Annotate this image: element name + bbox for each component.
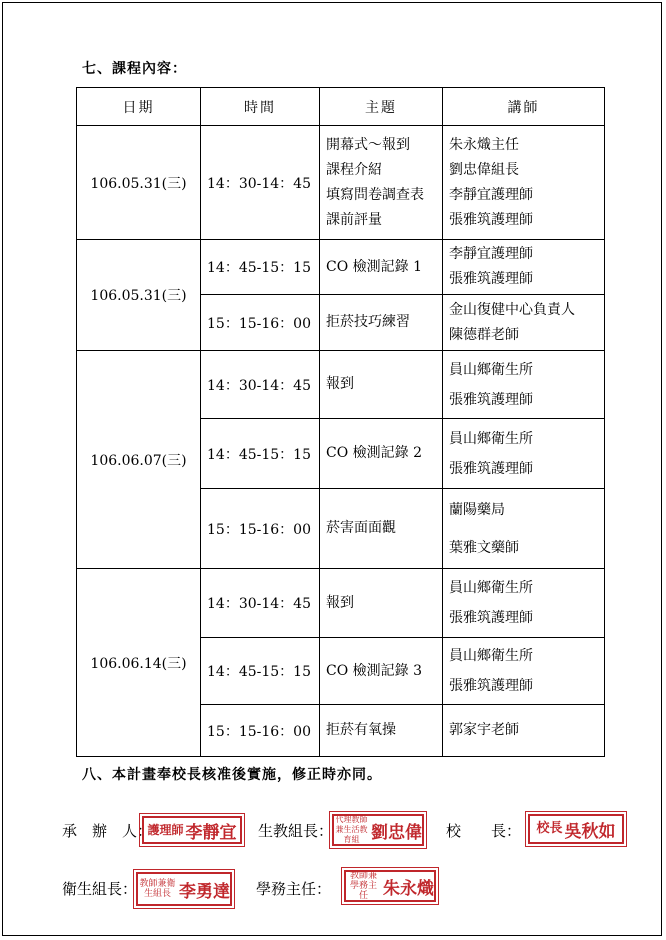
topic-cell: [320, 126, 443, 240]
topic-line: CO 檢測記錄 2: [326, 445, 422, 461]
student-affairs-label: 學務主任：: [256, 880, 332, 898]
topic-line: 填寫問卷調查表: [326, 186, 424, 203]
topic-cell: [320, 569, 443, 638]
course-schedule-table: [76, 87, 605, 757]
teacher-line: 郭家宇老師: [449, 722, 519, 738]
hygiene-leader-stamp: [136, 872, 232, 906]
topic-cell: [320, 240, 443, 295]
topic-cell: [320, 419, 443, 489]
topic-cell: [320, 638, 443, 705]
topic-line: CO 檢測記錄 3: [326, 662, 422, 679]
teacher-cell: [443, 638, 605, 705]
topic-cell: [320, 705, 443, 757]
date-cell: 106.05.31(三): [77, 240, 201, 351]
topic-line: 報到: [326, 594, 354, 611]
header-date: 日期: [77, 88, 201, 126]
stamp-title: 教師兼衛生組長: [139, 879, 176, 899]
principal-label: 校 長：: [446, 822, 522, 840]
table-row: [77, 569, 605, 638]
teacher-cell: [443, 419, 605, 489]
teacher-line: 張雅筑護理師: [449, 678, 533, 694]
stamp-title: 代理教師兼生活教育組: [335, 815, 368, 844]
teacher-line: 員山鄉衛生所: [449, 430, 533, 447]
teacher-cell: [443, 240, 605, 295]
topic-cell: [320, 489, 443, 569]
topic-cell: [320, 351, 443, 419]
table-row: [77, 351, 605, 419]
teacher-line: 李靜宜護理師: [449, 186, 533, 203]
header-teacher: 講師: [443, 88, 605, 126]
teacher-line: 張雅筑護理師: [449, 271, 533, 287]
teacher-line: 葉雅文藥師: [449, 539, 519, 556]
date-cell: 106.06.07(三): [77, 351, 201, 569]
topic-line: CO 檢測記錄 1: [326, 258, 422, 275]
table-row: [77, 126, 605, 240]
teacher-line: 朱永熾主任: [449, 136, 519, 153]
topic-line: 拒菸有氧操: [326, 722, 396, 738]
time-cell: 14：45-15：15: [201, 240, 320, 295]
principal-stamp: [528, 814, 624, 844]
topic-line: 菸害面面觀: [326, 520, 396, 536]
health-ed-leader-stamp: [332, 814, 424, 846]
stamp-name: 吳秋如: [564, 821, 616, 842]
teacher-line: 員山鄉衛生所: [449, 361, 533, 378]
teacher-line: 劉忠偉組長: [449, 161, 519, 178]
teacher-line: 張雅筑護理師: [449, 391, 533, 408]
header-time: 時間: [201, 88, 320, 126]
teacher-line: 金山復健中心負責人: [449, 301, 575, 318]
hygiene-leader-label: 衛生組長：: [62, 880, 138, 898]
time-cell: 14：30-14：45: [201, 126, 320, 240]
section-8-heading: 八、本計畫奉校長核准後實施，修正時亦同。: [82, 767, 382, 783]
topic-line: 拒菸技巧練習: [326, 314, 410, 330]
table-row: [77, 240, 605, 295]
teacher-cell: [443, 489, 605, 569]
date-cell: 106.06.14(三): [77, 569, 201, 757]
stamp-title: 護理師: [147, 823, 184, 837]
teacher-cell: [443, 126, 605, 240]
stamp-title: 校長: [536, 821, 563, 836]
header-topic: 主題: [320, 88, 443, 126]
topic-line: 開幕式～報到: [326, 136, 410, 153]
date-cell: 106.05.31(三): [77, 126, 201, 240]
time-cell: 15：15-16：00: [201, 295, 320, 351]
teacher-line: 張雅筑護理師: [449, 610, 533, 626]
teacher-line: 陳德群老師: [449, 326, 519, 343]
time-cell: 14：45-15：15: [201, 419, 320, 489]
teacher-cell: [443, 705, 605, 757]
time-cell: 14：45-15：15: [201, 638, 320, 705]
stamp-name: 李勇達: [179, 881, 230, 902]
topic-line: 報到: [326, 376, 354, 392]
stamp-title: 教師兼學務主任: [349, 871, 377, 901]
time-cell: 15：15-16：00: [201, 705, 320, 757]
time-cell: 15：15-16：00: [201, 489, 320, 569]
topic-line: 課前評量: [326, 211, 382, 228]
teacher-line: 蘭陽藥局: [449, 501, 505, 518]
teacher-cell: [443, 351, 605, 419]
student-affairs-stamp: [344, 870, 436, 902]
stamp-name: 朱永熾: [383, 878, 434, 899]
organizer-stamp: [142, 816, 242, 844]
stamp-name: 劉忠偉: [371, 822, 422, 843]
teacher-cell: [443, 569, 605, 638]
organizer-label: 承 辦 人：: [62, 822, 153, 840]
topic-cell: [320, 295, 443, 351]
stamp-name: 李靜宜: [185, 822, 237, 843]
time-cell: 14：30-14：45: [201, 351, 320, 419]
teacher-line: 員山鄉衛生所: [449, 648, 533, 664]
section-7-heading: 七、課程內容：: [82, 61, 187, 77]
table-header-row: [77, 88, 605, 126]
teacher-cell: [443, 295, 605, 351]
teacher-line: 張雅筑護理師: [449, 460, 533, 477]
teacher-line: 張雅筑護理師: [449, 211, 533, 228]
teacher-line: 員山鄉衛生所: [449, 580, 533, 596]
health-ed-leader-label: 生教組長：: [258, 822, 334, 840]
topic-line: 課程介紹: [326, 161, 382, 178]
teacher-line: 李靜宜護理師: [449, 246, 533, 262]
time-cell: 14：30-14：45: [201, 569, 320, 638]
